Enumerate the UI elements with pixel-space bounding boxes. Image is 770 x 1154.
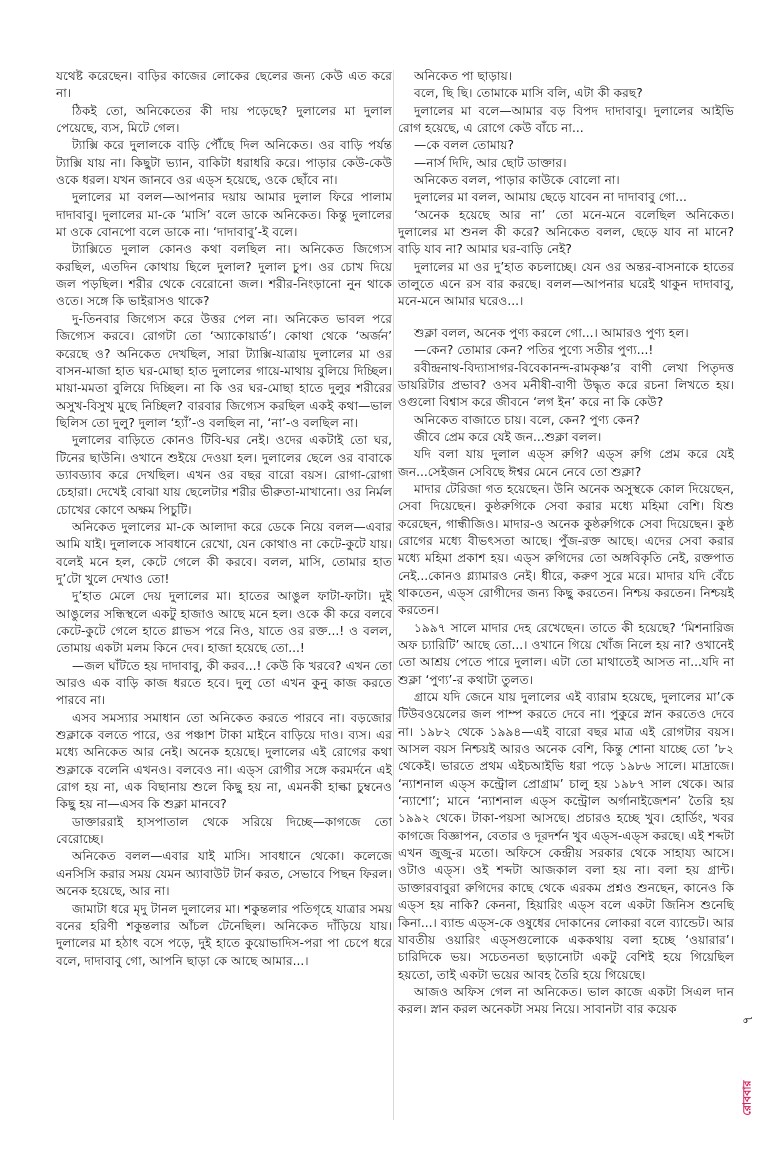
paragraph: গ্রামে যদি জেনে যায় দুলালের এই ব্যারাম হয়েছে, দুলালের মা’কে টিউবওয়েলের জল পাম্প করতে দেবে না। পুকুরে স্নান করতেও দেবে না। ১৯৮২ থেকে ১৯৯৪—এই বারো বছর মাত্র এই রোগটার বয়স। আসল বয়স নিশ্চয়ই আরও অনেক বেশি, কিন্তু শোনা যাচ্ছে তো ’৮২ থেকেই। ভারতে প্রথম এইচআইভি ধরা পড়ে ১৯৮৬ সালে। মাদ্রাজে। ‘ন্যাশনাল এড্‌স কন্ট্রোল প্রোগ্রাম’ চালু হয় ১৯৮৭ সাল থেকে। আর ‘ন্যাশো’; মানে ‘ন্যাশনাল এড্‌স কন্ট্রোল অর্গানাইজেশন’ তৈরি হয় ১৯৯২ থেকে। টাকা-পয়সা আসছে। প্রচারও হচ্ছে খুব। হোর্ডিং, খবর কাগজে বিজ্ঞাপন, বেতার ও দূরদর্শন খুব এড্‌স-এড্‌স করছে। এই শব্দটা এখন জুজু-র মতো। অফিসে কেন্দ্রীয় সরকার থেকে সাহায্য আসে। ওটাও এড্‌স। ওই শব্দটা আজকাল বলা হয় না। বলা হয় গ্রান্ট। ডাক্তারবাবুরা রুগিদের কাছে থেকে এরকম প্রশ্নও শুনছেন, কানেও কি এড্‌স হয় নাকি? কেননা, হিয়ারিং এড্‌স বলে একটা জিনিস শুনেছি কিনা...। ব্যান্ড এড্‌স-কে ওষুধের দোকানের লোকরা বলে ব্যান্ডেট। আর যাবতীয় ওয়ারিং এড্‌সগুলোকে এককথায় বলা হচ্ছে ‘ওয়ারার’। চারিদিকে ভয়। সচেতনতা ছড়ানোটা একটু বেশিই হয়ে গিয়েছিল হয়তো, তাই একটা ভয়ের আবহ তৈরি হয়ে গিয়েছে। [398,690,734,982]
paragraph: শুক্লা বলল, অনেক পুণ্য করলে গো...। আমারও পুণ্য হল। [414,325,689,340]
paragraph: দুলালের মা ওর দু’হাত কচলাচ্ছে। যেন ওর অন্তর-বাসনাকে হাতের তালুতে এনে রস বার করছে। বলল—আপনার ঘরেই থাকুন দাদাবাবু, মনে-মনে আমার ঘরেও...। [398,259,734,309]
section-break [398,311,734,325]
paragraph: জামাটা ধরে মৃদু টানল দুলালের মা। শকুন্তলার পতিগৃহে যাত্রার সময় বনের হরিণী শকুন্তলার আঁচল টেনেছিল। অনিকেত দাঁড়িয়ে যায়। দুলালের মা হঠাৎ বসে পড়ে, দুই হাতে কুয়োভাদিস-পরা পা চেপে ধরে বলে, দাদাবাবু গো, আপনি ছাড়া কে আছে আমার...। [56,901,392,968]
paragraph: দুলালের বাড়িতে কোনও টিবি-ঘর নেই। ওদের একটাই তো ঘর, টিনের ছাউনি। ওখানে শুইয়ে দেওয়া হল। দুলালের ছেলে ওর বাবাকে ড্যাবড্যাব করে দেখছিল। এখন ওর বছর বারো বয়স। রোগা-রোগা চেহারা। দেখেই বোঝা যায় ছেলেটার শরীর ভীরুতা-মাখানো। ওর নির্মল চোখের কোণে অক্ষম পিচুটি। [56,433,392,517]
paragraph: ডাক্তাররাই হাসপাতাল থেকে সরিয়ে দিচ্ছে—কাগজে তো বেরোচ্ছে। [56,814,392,847]
page-footer-vertical [736,990,760,1130]
paragraph: মাদার টেরিজা গত হয়েছেন। উনি অনেক অসুস্থকে কোল দিয়েছেন, সেবা দিয়েছেন। কুষ্ঠরুগিকে সেবা করার মধ্যে মহিমা বেশি। যিশু করেছেন, গান্ধীজিও। মাদার-ও অনেক কুষ্ঠরুগিকে সেবা দিয়েছেন। কুষ্ঠ রোগের মধ্যে বীভৎসতা আছে। পুঁজ-রক্ত আছে। এদের সেবা করার মধ্যে মহিমা প্রকাশ হয়। এড্‌স রুগিদের তো অঙ্গবিকৃতি নেই, রক্তপাত নেই...কোনও গ্ল্যামারও নেই। ধীরে, করুণ সুরে মরে। মাদার যদি বেঁচে থাকতেন, এড্‌স রোগীদের জন্য কিছু করতেন। নিশ্চয় করতেন। নিশ্চয়ই করতেন। [398,481,734,618]
paragraph: অনিকেত পা ছাড়ায়। [414,69,513,83]
paragraph: অনিকেত বলল, পাড়ার কাউকে বোলো না। [414,173,620,188]
paragraph: দু-তিনবার জিগ্যেস করে উত্তর পেল না। অনিকেত ভাবল পরে জিগ্যেস করবে। রোগটা তো ‘অ্যাকোয়ার্ড’। কোথা থেকে ‘অর্জন’ করেছে ও? অনিকেত দেখছিল, সারা ট্যাক্সি-যাত্রায় দুলালের মা ওর বাসন-মাজা হাত ঘর-মোছা হাত দুলালের গায়ে-মাথায় বুলিয়ে দিচ্ছিল। মায়া-মমতা বুলিয়ে দিচ্ছিল। না কি ওর ঘর-মোছা হাতে দুলুর শরীরের অসুখ-বিসুখ মুছে নিচ্ছিল? বারবার জিগ্যেস করছিল একই কথা—ভাল ছিলিস তো দুলু? দুলাল ‘হ্যাঁ’-ও বলছিল না, ‘না’-ও বলছিল না। [56,311,392,430]
paragraph: আজও অফিস গেল না অনিকেত। ভাল কাজে একটা সিএল দান করল। স্নান করল অনেকটা সময় নিয়ে। সাবানটা বার কয়েক [398,984,734,1017]
page-number: ৭ [740,1015,756,1025]
paragraph: ট্যাক্সিতে দুলাল কোনও কথা বলছিল না। অনিকেত জিগ্যেস করছিল, এতদিন কোথায় ছিলে দুলাল? দুলাল চুপ। ওর চোখ দিয়ে জল পড়ছিল। শরীর থেকে বেরোনো জল। শরীর-নিংড়ানো নুন থাকে ওতে। সঙ্গে কি ভাইরাসও থাকে? [56,242,392,309]
column-divider [393,70,394,1120]
paragraph: ‘অনেক হয়েছে আর না’ তো মনে-মনে বলেছিল অনিকেত। দুলালের মা শুনল কী করে? অনিকেত বলল, ছেড়ে যাব না মানে? বাড়ি যাব না? আমার ঘর-বাড়ি নেই? [398,207,734,257]
paragraph: ১৯৯৭ সালে মাদার দেহ রেখেছেন। তাতে কী হয়েছে? ‘মিশনারিজ অফ চ্যারিটি’ আছে তো...। ওখানে গিয়ে খোঁজ নিলে হয় না? ওখানেই তো আশ্রয় পেতে পারে দুলাল। এটা তো মাথাতেই আসত না...যদি না শুক্লা ‘পুণ্য’-র কথাটা তুলত। [398,620,734,687]
paragraph: দু’হাত মেলে দেয় দুলালের মা। হাতের আঙুল ফাটা-ফাটা। দুই আঙুলের সন্ধিস্থলে একটু হাজাও আছে মনে হল। ওকে কী করে বলবে কেটে-কুটে গেলে হাতে গ্লাভস পরে নিও, যাতে ওর রক্ত...! ও বলল, তোমায় একটা মলম কিনে দেব। হাজা হয়েছে তো...! [56,589,392,656]
paragraph: —কেন? তোমার কেন? পতির পুণ্যে সতীর পুণ্য...! [414,343,654,358]
paragraph: —নার্স দিদি, আর ছোট ডাক্তার। [414,155,567,170]
paragraph: অনিকেত বলল—এবার যাই মাসি। সাবধানে থেকো। কলেজে এনসিসি করার সময় যেমন অ্যাবাউট টার্ন করত, সেভাবে পিছন ফিরল। অনেক হয়েছে, আর না। [56,849,392,899]
paragraph: রবীন্দ্রনাথ-বিদ্যাসাগর-বিবেকানন্দ-রামকৃষ্ণ’র বাণী লেখা পিতৃদত্ত ডায়রিটার প্রভাব? ওসব মনীষী-বাণী উদ্ধৃত করে রচনা লিখতে হয়। ওগুলো বিশ্বাস করে জীবনে ‘লগ ইন’ করে না কি কেউ? [398,360,734,410]
paragraph: অনিকেত দুলালের মা-কে আলাদা করে ডেকে নিয়ে বলল—এবার আমি যাই। দুলালকে সাবধানে রেখো, যেন কোথাও না কেটে-কুটে যায়। বলেই মনে হল, কেটে গেলে কী করবে। বলল, মাসি, তোমার হাত দু’টো খুলে দেখাও তো! [56,519,392,586]
right-text-column [398,68,734,1019]
paragraph: দুলালের মা বলল—আপনার দয়ায় আমার দুলাল ফিরে পালাম দাদাবাবু। দুলালের মা-কে ‘মাসি’ বলে ডাকে অনিকেত। কিন্তু দুলালের মা ওকে বোনপো বলে ডাকে না। ‘দাদাবাবু’-ই বলে। [56,190,392,240]
paragraph: —কে বলল তোমায়? [414,138,514,153]
left-text-column [56,68,392,970]
paragraph: ট্যাক্সি করে দুলালকে বাড়ি পৌঁছে দিল অনিকেত। ওর বাড়ি পর্যন্ত ট্যাক্সি যায় না। কিছুটা ভ্যান, বাকিটা ধরাধরি করে। পাড়ার কেউ-কেউ ওকে ধরল। যখন জানবে ওর এড্‌স হয়েছে, ওকে ছোঁবে না। [56,138,392,188]
paragraph: যথেষ্ট করেছেন। বাড়ির কাজের লোকের ছেলের জন্য কেউ এত করে না। [56,69,392,101]
paragraph: এসব সমস্যার সমাধান তো অনিকেত করতে পারবে না। বড়জোর শুক্লাকে বলতে পারে, ওর পঞ্চাশ টাকা মাইনে বাড়িয়ে দাও। ব্যস। এর মধ্যে অনিকেত আর নেই। অনেক হয়েছে। দুলালের এই রোগের কথা শুক্লাকে বলেনি এখনও। বলবেও না। এড্‌স রোগীর সঙ্গে করমর্দনে এই রোগ হয় না, এক বিছানায় শুলে কিছু হয় না, এমনকী হাল্কা চুম্বনেও কিছু হয় না—এসব কি শুক্লা মানবে? [56,710,392,812]
paragraph: অনিকেত বাজাতে চায়। বলে, কেন? পুণ্য কেন? [414,412,640,427]
paragraph: ঠিকই তো, অনিকেতের কী দায় পড়েছে? দুলালের মা দুলাল পেয়েছে, ব্যস, মিটে গেল। [56,103,392,136]
paragraph: বলে, ছি ছি। তোমাকে মাসি বলি, এটা কী করছ? [414,86,643,101]
paragraph: জীবে প্রেম করে যেই জন...শুক্লা বলল। [414,429,602,444]
paragraph: যদি বলা যায় দুলাল এড্‌স রুগি? এড্‌স রুগি প্রেম করে যেই জন...সেইজন সেবিছে ঈশ্বর মেনে নেবে তো শুক্লা? [398,447,734,479]
paragraph: দুলালের মা বলে—আমার বড় বিপদ দাদাবাবু। দুলালের আইভি রোগ হয়েছে, এ রোগে কেউ বাঁচে না... [398,103,734,136]
paragraph: —জল ঘাঁটতে হয় দাদাবাবু, কী করব...! কেউ কি খরবে? এখন তো আরও এক বাড়ি কাজ ধরতে হবে। দুলু তো এখন কুনু কাজ করতে পারবে না। [56,658,392,708]
paragraph: দুলালের মা বলল, আমায় ছেড়ে যাবেন না দাদাবাবু গো... [414,190,687,205]
magazine-name: রোববার [740,1080,754,1116]
